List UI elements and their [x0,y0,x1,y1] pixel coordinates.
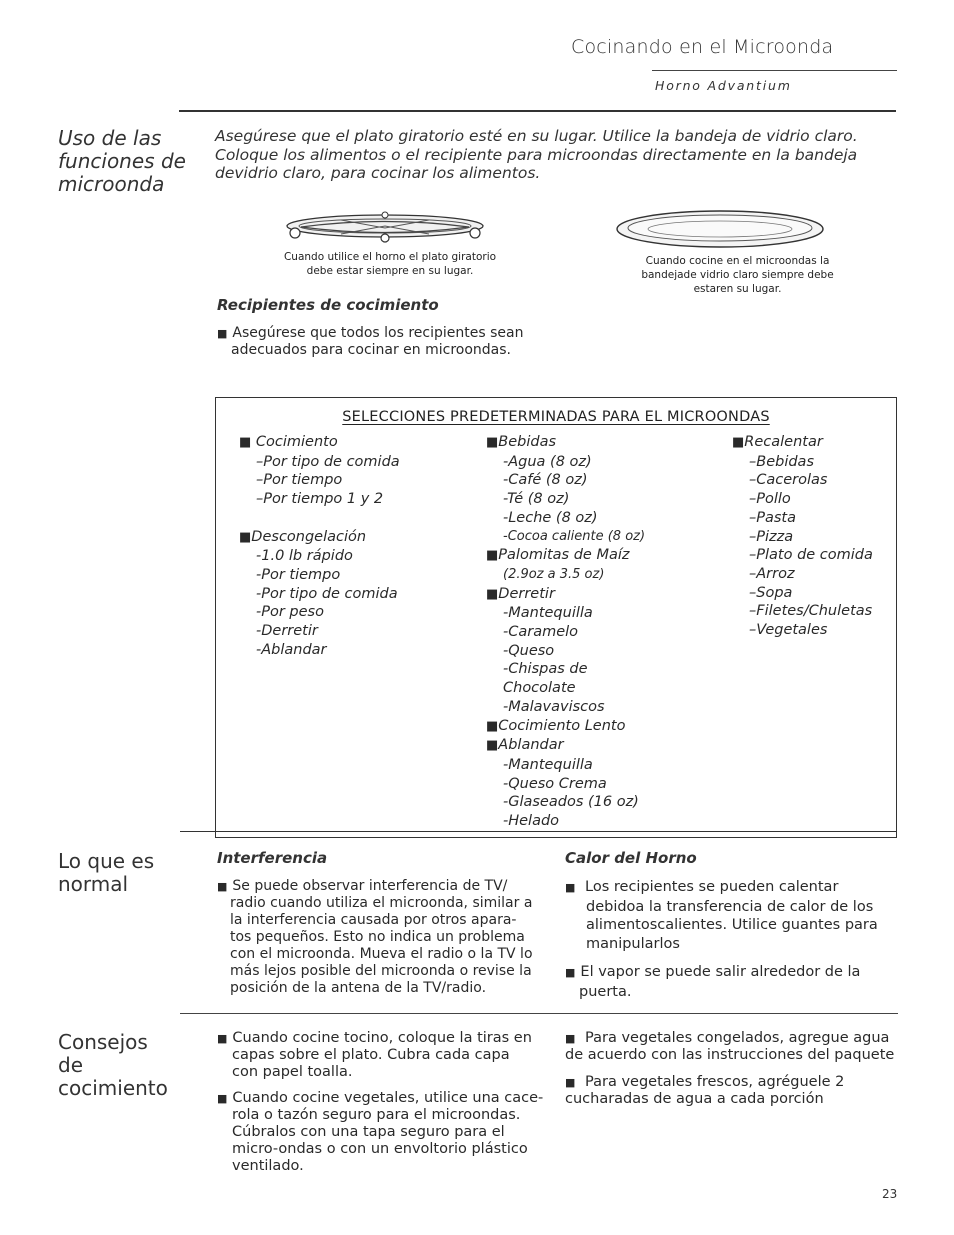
square-bullet-icon: ■ [732,435,745,450]
section-divider [180,1013,898,1014]
header-rule [652,70,897,71]
heading-line: funciones de [58,149,186,173]
presets-title [216,406,896,425]
preset-item: -Mantequilla [503,756,593,773]
para-line: Cuando cocine tocino, coloque la tiras en [232,1030,532,1046]
preset-item: -Queso Crema [503,775,607,792]
section-heading-normal [58,850,154,896]
preset-item: -Ablandar [256,641,327,658]
presets-title-text: SELECCIONES PREDETERMINADAS PARA EL MICROONDAS [342,409,770,425]
preset-item: -Glaseados (16 oz) [503,794,639,811]
preset-item: –Pizza [749,528,794,545]
turntable-icon [281,208,489,248]
square-bullet-icon: ■ [486,586,499,602]
preset-item: -Por tipo de comida [256,585,398,602]
intro-line: Asegúrese que el plato giratorio esté en su lugar. Utilice la bandeja de vidrio claro. [215,127,858,145]
caption-line: bandejade vidrio claro siempre debe [641,269,834,281]
square-bullet-icon: ■ [486,435,499,450]
caption-line: estaren su lugar. [693,283,782,295]
para-line: posición de la antena de la TV/radio. [230,980,487,996]
para-line: la interferencia causada por otros apara- [230,912,517,928]
heading-line: Consejos [58,1030,148,1054]
square-bullet-icon: ■ [239,529,252,545]
preset-item: -Por peso [256,604,324,621]
preset-item: -Chispas de [503,661,588,678]
square-bullet-icon: ■ [565,1076,576,1089]
turntable-caption [270,250,510,278]
preset-group: Derretir [498,585,555,602]
page-header-subtitle: Horno Advantium [655,78,792,93]
square-bullet-icon: ■ [565,965,576,979]
heading-line: normal [58,872,129,896]
page-number: 23 [882,1187,898,1201]
section-divider [215,831,897,832]
presets-column-3 [732,433,892,640]
para-line: Los recipientes se pueden calentar [585,879,839,895]
consejos-left [217,1030,557,1175]
square-bullet-icon: ■ [217,1092,228,1105]
glass-tray-icon [615,208,825,250]
preset-item: -Café (8 oz) [503,472,588,489]
preset-item: -Cocoa caliente (8 oz) [503,528,646,544]
preset-item: –Arroz [749,565,795,582]
square-bullet-icon: ■ [565,1032,576,1045]
preset-group: Cocimiento [255,434,338,450]
heading-line: Lo que es [58,849,155,873]
square-bullet-icon: ■ [486,738,499,754]
para-line: Cúbralos con una tapa seguro para el [232,1124,505,1140]
para-line: puerta. [579,983,632,1000]
preset-item: -1.0 lb rápido [256,548,353,565]
square-bullet-icon: ■ [486,718,499,734]
preset-group: Bebidas [498,434,557,450]
para-line: El vapor se puede salir alrededor de la [580,963,861,980]
calor-heading: Calor del Horno [565,849,697,867]
para-line: Cuando cocine vegetales, utilice una cace- [232,1090,544,1106]
preset-group: Recalentar [744,434,823,450]
para-line: Para vegetales congelados, agregue agua [585,1030,890,1046]
para-line: manipularlos [586,936,680,953]
preset-group: Palomitas de Maíz [498,547,630,564]
preset-item: –Bebidas [749,453,814,470]
preset-item: -Mantequilla [503,605,593,622]
para-line: alimentoscalientes. Utilice guantes para [586,917,878,934]
square-bullet-icon: ■ [239,435,252,450]
preset-item: –Filetes/Chuletas [749,603,873,620]
para-line: con papel toalla. [232,1064,353,1080]
para-line: Para vegetales frescos, agréguele 2 [585,1074,845,1090]
square-bullet-icon: ■ [217,327,228,340]
para-line: Asegúrese que todos los recipientes sean [232,325,524,341]
para-line: radio cuando utiliza el microonda, similar a [230,895,533,911]
section-heading-uso [58,127,186,196]
section-divider [180,831,216,832]
preset-item: -Caramelo [503,624,579,641]
square-bullet-icon: ■ [217,1032,228,1045]
presets-column-1 [239,433,469,659]
recipientes-heading: Recipientes de cocimiento [217,296,439,314]
preset-item: –Plato de comida [749,547,873,564]
consejos-right [565,1030,900,1108]
para-line: más lejos posible del microonda o revise la [230,963,532,979]
top-divider [179,110,896,112]
para-line: debidoa la transferencia de calor de los [586,898,874,915]
caption-line: debe estar siempre en su lugar. [306,265,474,277]
intro-paragraph [215,127,875,183]
para-line: Se puede observar interferencia de TV/ [232,878,508,894]
preset-item: -Agua (8 oz) [503,453,592,470]
preset-item: -Queso [503,642,555,659]
preset-item: -Leche (8 oz) [503,509,598,526]
preset-item: –Pollo [749,491,791,508]
preset-item: Chocolate [503,680,576,697]
heading-line: Uso de las [58,126,162,150]
heading-line: de [58,1053,83,1077]
para-line: capas sobre el plato. Cubra cada capa [232,1047,510,1063]
interferencia-heading: Interferencia [217,849,328,867]
preset-item: –Pasta [749,509,797,526]
page-header-title: Cocinando en el Microonda [571,36,834,58]
preset-item: –Por tiempo 1 y 2 [256,491,384,508]
preset-item: –Sopa [749,584,793,601]
preset-item: –Por tipo de comida [256,453,400,470]
para-line: adecuados para cocinar en microondas. [231,342,512,358]
preset-group: Cocimiento Lento [498,717,626,734]
section-heading-consejos [58,1031,168,1100]
interferencia-paragraph [217,878,547,997]
para-line: de acuerdo con las instrucciones del paquete [565,1047,895,1063]
preset-group: Descongelación [251,528,367,545]
para-line: rola o tazón seguro para el microondas. [232,1107,521,1123]
para-line: ventilado. [232,1158,304,1174]
calor-paragraph [565,878,895,1001]
para-line: cucharadas de agua a cada porción [565,1091,824,1107]
preset-item: -Helado [503,813,560,830]
para-line: con el microonda. Mueva el radio o la TV lo [230,946,533,962]
presets-box [215,397,897,838]
preset-item: –Por tiempo [256,472,343,489]
square-bullet-icon: ■ [565,881,576,894]
preset-item: –Vegetales [749,622,828,639]
heading-line: cocimiento [58,1076,168,1100]
preset-item: (2.9oz a 3.5 oz) [503,566,605,582]
caption-line: Cuando utilice el horno el plato giratorio [283,251,497,263]
intro-line: Coloque los alimentos o el recipiente para microondas directamente en la bandeja [215,145,858,164]
preset-item: -Té (8 oz) [503,491,570,508]
caption-line: Cuando cocine en el microondas la [645,255,830,267]
para-line: micro-ondas o con un envoltorio plástico [232,1141,528,1157]
tray-caption [615,254,860,296]
recipientes-paragraph [217,325,537,359]
preset-item: -Derretir [256,623,318,640]
preset-item: –Cacerolas [749,472,828,489]
preset-group: Ablandar [498,737,564,754]
para-line: tos pequeños. Esto no indica un problema [230,929,525,945]
preset-item: -Por tiempo [256,566,341,583]
heading-line: microonda [58,172,165,196]
intro-line: devidrio claro, para cocinar los alimentos. [215,164,541,183]
preset-item: -Malavaviscos [503,698,605,715]
square-bullet-icon: ■ [486,548,499,564]
square-bullet-icon: ■ [217,880,228,893]
presets-column-2 [486,433,716,831]
